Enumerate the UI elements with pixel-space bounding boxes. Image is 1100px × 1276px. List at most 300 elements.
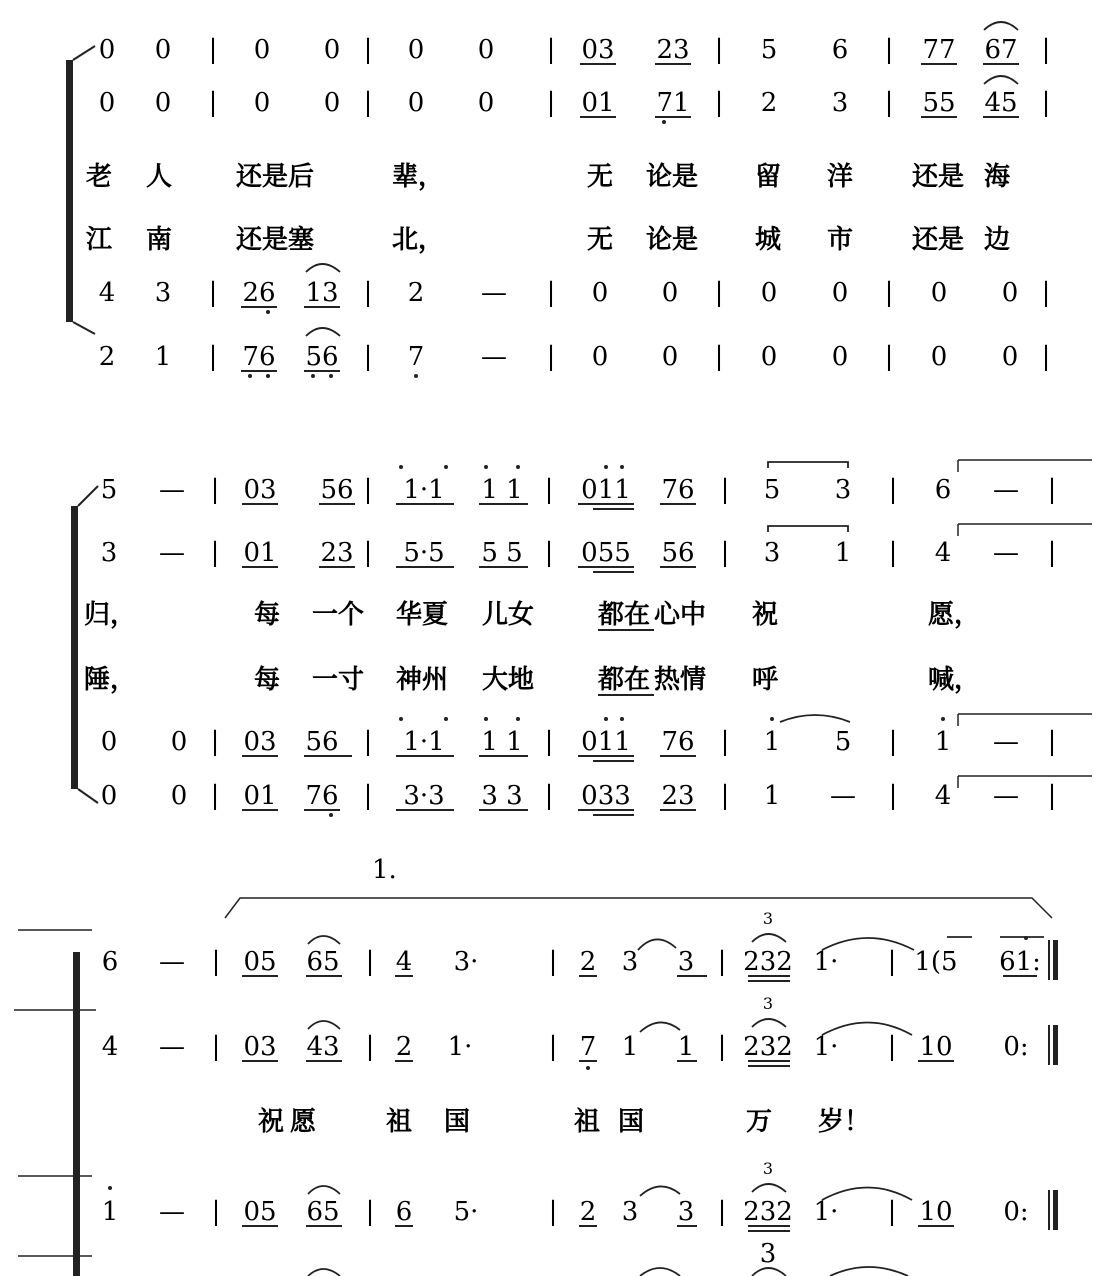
lyric: 一寸 [312,665,365,695]
note: 1· [813,1197,839,1227]
note: 4 [934,781,952,811]
note: 3 [621,1197,639,1227]
lyric: 祖 [386,1107,413,1137]
slur [308,1269,340,1276]
lyric: 留 [755,162,782,192]
barline: | [363,538,373,568]
barline: | [720,538,730,568]
note: 0 [323,35,341,65]
barline: | [1047,538,1057,568]
note: — [993,538,1019,568]
lyric: 还是 [912,162,965,192]
note: 1 [763,781,781,811]
octave-dot [662,120,666,124]
barline: | [211,1032,221,1062]
lyrics-verse-2 [86,224,1010,255]
slur [640,1186,680,1196]
lyric: 江 [86,225,113,255]
lyric: 祖 [574,1107,601,1137]
barline: | [211,947,221,977]
note: 0 [930,342,948,372]
octave-dot [266,310,270,314]
note: 26 [242,278,276,308]
octave-dot [620,465,624,469]
note: 4 [395,947,413,977]
note: — [993,727,1019,757]
barline: | [363,278,373,308]
note: 2 [395,1032,413,1062]
note: 56 [305,727,339,757]
note: — [159,1032,185,1062]
part-row-1 [102,909,1058,981]
note: 1 [677,1032,695,1062]
system-1 [66,22,1050,378]
note: 0 [154,35,172,65]
tie [780,715,850,722]
barline: | [1047,727,1057,757]
note: 71 [656,88,690,118]
note: 56 [305,342,339,372]
note: 03 [243,727,277,757]
volta-number: 1. [372,855,397,885]
note: 1 [763,727,781,757]
barline: | [1047,475,1057,505]
brace-bar [66,60,73,322]
barline: | [720,781,730,811]
part-row-4-cutoff [308,1239,908,1276]
lyric: 无 [587,162,614,192]
note: 1· [447,1032,473,1062]
barline: | [363,475,373,505]
slur [984,76,1018,84]
note: 3 [834,475,852,505]
note: 0 [760,278,778,308]
lyric: 岁！ [818,1107,871,1137]
barline: | [1041,88,1051,118]
note: 0 [100,727,118,757]
note: 232 [743,1197,793,1227]
note: — [830,781,856,811]
barline: | [208,88,218,118]
note: 0 [1001,278,1019,308]
note: 1 [621,1032,639,1062]
note: 3· [453,947,479,977]
lyric: 老 [86,162,113,192]
lyric: 神州 [396,665,449,695]
barline: | [208,342,218,372]
note: 0 [407,88,425,118]
lyric: 一个 [312,600,365,630]
note: 3 [677,947,695,977]
triplet-number: 3 [762,909,774,928]
note: 1 1 [481,727,523,757]
lyrics [258,1107,870,1137]
lyric: 都在 [598,600,651,630]
lyric: 愿， [928,600,981,630]
note: 76 [661,727,695,757]
barline: | [887,1197,897,1227]
note: 76 [242,342,276,372]
lyrics-verse-1 [86,161,1011,192]
note: — [993,781,1019,811]
barline: | [363,342,373,372]
note: 0 [661,342,679,372]
barline: | [546,342,556,372]
octave-dot [248,374,252,378]
repeat-barline [1048,1190,1050,1230]
lyric: 还是 [912,225,965,255]
barline: | [211,1197,221,1227]
note: 055 [581,538,631,568]
triplet-arc [752,1268,786,1276]
note: 1· [813,1032,839,1062]
note: 3 [831,88,849,118]
part-row-1 [99,22,1051,65]
note: 3 [677,1197,695,1227]
barline: | [1047,781,1057,811]
note: 03 [243,1032,277,1062]
note: 1·1 [403,727,445,757]
note: 2 [98,342,116,372]
note: 10 [919,1197,953,1227]
note: 65 [306,947,340,977]
barline: | [884,278,894,308]
volta-bracket [225,898,1052,918]
note: 03 [581,35,615,65]
part-row-2 [101,524,1092,572]
barline: | [717,1032,727,1062]
tie [768,526,848,532]
note: 3 [763,538,781,568]
brace-bottom-hook [78,789,98,803]
lyric: 论是 [646,162,699,192]
system-2 [71,460,1092,817]
triplet-arc [752,934,786,942]
system-3 [14,855,1058,1276]
part-row-3 [99,264,1051,314]
lyric: 无 [587,225,614,255]
note: 232 [743,947,793,977]
lyrics-verse-1 [84,599,980,630]
note: 0 [323,88,341,118]
note: 0 [831,342,849,372]
repeat-barline [1048,1025,1050,1065]
barline: | [363,35,373,65]
note: 23 [656,35,690,65]
barline: | [720,727,730,757]
barline: | [884,342,894,372]
barline: | [210,781,220,811]
barline: | [884,88,894,118]
triplet-number: 3 [762,1159,774,1178]
lyric: 喊， [928,665,981,695]
note: — [159,1197,185,1227]
triplet-number: 3 [759,1239,777,1269]
tie [768,462,848,468]
lyric: 市 [827,225,854,255]
note: 1 [101,1197,119,1227]
repeat-barline [1053,1190,1058,1230]
octave-dot [399,717,403,721]
lyric: 大地 [482,665,535,695]
note: 3 [621,947,639,977]
octave-dot [484,465,488,469]
note: 1 [154,342,172,372]
barline: | [888,475,898,505]
note: 76 [661,475,695,505]
note: 0 [591,342,609,372]
note: 01 [581,88,615,118]
octave-dot [484,717,488,721]
note: 1 1 [481,475,523,505]
note: 03 [243,475,277,505]
barline: | [887,947,897,977]
note: 5· [453,1197,479,1227]
octave-dot [399,465,403,469]
note: 0 [98,35,116,65]
barline: | [208,35,218,65]
barline: | [1041,342,1051,372]
note: 1 [934,727,952,757]
octave-dot [444,465,448,469]
lyric: 祝 [752,600,779,630]
repeat-barline [1048,940,1050,980]
barline: | [208,278,218,308]
note: 4 [101,1032,119,1062]
octave-dot [941,717,945,721]
note: 01 [243,538,277,568]
note: 2 [579,947,597,977]
barline: | [714,342,724,372]
note: 0 [831,278,849,308]
lyric: 还是后 [236,162,315,192]
barline: | [363,727,373,757]
note: — [159,947,185,977]
octave-dot [770,717,774,721]
note: 76 [305,781,339,811]
slur [984,22,1018,30]
barline: | [717,1197,727,1227]
note: 3 3 [481,781,523,811]
note: — [481,278,507,308]
brace-top-hook [73,46,95,60]
note: 55 [922,88,956,118]
note: 5 5 [481,538,523,568]
barline: | [548,1197,558,1227]
note: 65 [306,1197,340,1227]
note: 05 [243,1197,277,1227]
note: 0 [100,781,118,811]
note: 2 [407,278,425,308]
slur [640,1268,680,1276]
note: 5 [100,475,118,505]
barline: | [365,1032,375,1062]
lyric: 陲， [84,665,137,695]
octave-dot [620,717,624,721]
barline: | [888,538,898,568]
repeat-barline [1053,940,1058,980]
octave-dot [516,465,520,469]
slur [308,936,340,944]
lyric: 华夏 [396,600,449,630]
part-row-3 [102,1159,1058,1231]
barline: | [544,727,554,757]
note: 0 [930,278,948,308]
note: 5 [760,35,778,65]
barline: | [544,781,554,811]
note: 2 [579,1197,597,1227]
lyric: 论是 [646,225,699,255]
barline: | [884,35,894,65]
part-row-4 [101,776,1092,817]
lyric: 洋 [827,162,854,192]
lyrics-verse-2 [84,664,980,695]
lyric: 儿女 [482,600,535,630]
note: 3·3 [403,781,445,811]
barline: | [714,88,724,118]
barline: | [1041,278,1051,308]
octave-dot [604,465,608,469]
barline: | [720,475,730,505]
slur [306,264,340,272]
lyric: 祝愿 [258,1107,323,1137]
note: 05 [243,947,277,977]
note: 0 [477,88,495,118]
note: 7 [407,342,425,372]
slur [308,1021,340,1029]
octave-dot [414,374,418,378]
note: — [481,342,507,372]
part-row-1 [101,460,1092,509]
brace-top-hook [78,486,98,506]
octave-dot [1024,936,1028,940]
note: 13 [305,278,339,308]
note: 5·5 [403,538,445,568]
octave-dot [586,1066,590,1070]
lyric: 都在 [598,665,651,695]
note: 0 [760,342,778,372]
note: 0 [170,781,188,811]
note: 033 [581,781,631,811]
note: 77 [922,35,956,65]
octave-dot [266,374,270,378]
lyric: 国 [444,1107,471,1137]
triplet-number: 3 [762,994,774,1013]
lyric: 城 [755,225,782,255]
note: 01 [243,781,277,811]
barline: | [717,947,727,977]
lyric: 呼 [752,665,779,695]
note: 7 [579,1032,597,1062]
part-row-4 [99,328,1051,378]
note: 43 [306,1032,340,1062]
note: 4 [934,538,952,568]
note: 0 [407,35,425,65]
note: 0 [170,727,188,757]
barline: | [714,35,724,65]
note: 1·1 [403,475,445,505]
lyric: 归， [84,600,137,630]
note: 3 [154,278,172,308]
barline: | [546,88,556,118]
note: 0 [591,278,609,308]
lyric: 每 [254,600,281,630]
triplet-arc [752,1019,786,1027]
barline: | [544,475,554,505]
octave-dot [604,717,608,721]
barline: | [1041,35,1051,65]
note: 56 [320,475,354,505]
note: 011 [581,727,631,757]
lyric: 北， [392,225,445,255]
barline: | [546,35,556,65]
note: 0: [1003,1197,1029,1227]
note: 5 [763,475,781,505]
note: 23 [661,781,695,811]
barline: | [714,278,724,308]
slur [306,328,340,336]
note: 6 [934,475,952,505]
part-row-3 [101,714,1092,761]
note: 1 [834,538,852,568]
octave-dot [108,1186,112,1190]
note: 56 [661,538,695,568]
note: 3 [100,538,118,568]
note: 0 [253,88,271,118]
note: 011 [581,475,631,505]
octave-dot [516,717,520,721]
barline: | [365,1197,375,1227]
brace-bar [73,952,80,1276]
note: 0 [477,35,495,65]
barline: | [548,947,558,977]
lyric: 人 [146,162,173,192]
part-row-2 [102,994,1058,1070]
lyric: 热情 [654,665,707,695]
octave-dot [329,813,333,817]
note: 0 [661,278,679,308]
note: 0 [154,88,172,118]
lyric: 心中 [654,600,707,630]
tie [830,1267,908,1276]
lyric: 海 [984,162,1011,192]
repeat-barline [1053,1025,1058,1065]
slur [308,1186,340,1194]
note: 10 [919,1032,953,1062]
octave-dot [444,717,448,721]
note: 0 [253,35,271,65]
barline: | [210,538,220,568]
barline: | [548,1032,558,1062]
note: 6 [395,1197,413,1227]
note: — [993,475,1019,505]
barline: | [210,727,220,757]
note: 0 [98,88,116,118]
note: 232 [743,1032,793,1062]
brace-bottom-hook [73,322,95,334]
note: 67 [984,35,1018,65]
barline: | [544,538,554,568]
note: 45 [984,88,1018,118]
triplet-arc [752,1184,786,1192]
lyric: 还是塞 [236,225,315,255]
barline: | [363,781,373,811]
note: 4 [98,278,116,308]
barline: | [365,947,375,977]
barline: | [887,1032,897,1062]
octave-dot [311,374,315,378]
note: 1· [813,947,839,977]
